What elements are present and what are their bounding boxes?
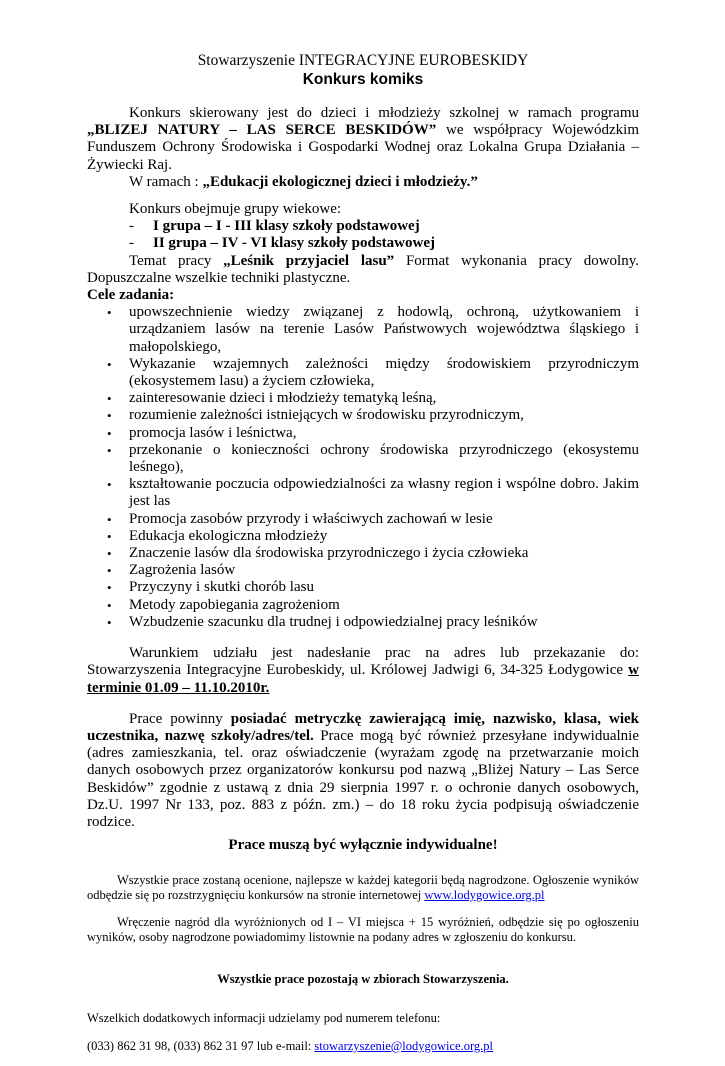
goal-text: zainteresowanie dzieci i młodzieży tematyką leśną, <box>129 390 437 407</box>
bullet-icon: • <box>107 614 112 630</box>
bullet-icon: • <box>107 425 112 441</box>
awards-paragraph <box>87 873 639 903</box>
theme-paragraph <box>87 253 639 287</box>
intro-paragraph <box>87 105 639 174</box>
individual-notice: Prace muszą być wyłącznie indywidualne! <box>228 837 498 854</box>
document-page <box>87 52 639 1066</box>
goal-text: kształtowanie poczucia odpowiedzialności za własny region i wspólne dobro. Jakim jest las <box>129 476 639 510</box>
organization-name: Stowarzyszenie INTEGRACYJNE EUROBESKIDY <box>197 52 529 69</box>
works-requirements: posiadać metryczkę zawierającą imię, nazwisko, klasa, wiek uczestnika, nazwę szkoły/adres/tel. <box>87 710 640 744</box>
goal-item <box>87 562 639 579</box>
conditions-text: Warunkiem udziału jest nadesłanie prac na adres lub przekazanie do: Stowarzyszenia Integracyjne Eurobeskidy, ul. Królowej Jadwigi 6, 34-325 Łodygowice <box>87 645 639 679</box>
framework-name: „Edukacji ekologicznej dzieci i młodzieży.” <box>202 173 478 190</box>
dash-marker: - <box>129 218 134 235</box>
goal-text: przekonanie o konieczności ochrony środowiska przyrodniczego (ekosystemu leśnego), <box>129 441 639 476</box>
bullet-icon: • <box>107 546 112 562</box>
group-item-1 <box>87 218 639 235</box>
dash-marker: - <box>129 235 134 252</box>
goal-text: Wzbudzenie szacunku dla trudnej i odpowiedzialnej pracy leśników <box>129 613 538 630</box>
goal-text: promocja lasów i leśnictwa, <box>129 424 297 441</box>
intro-text-cont: we współpracy Wojewódzkim Funduszem Ochrony Środowiska i Gospodarki Wodnej oraz Lokalna Grupa Działania – Żywiecki Raj. <box>87 122 639 173</box>
group-item-2 <box>87 235 639 252</box>
theme-label: Temat pracy <box>129 252 224 269</box>
bullet-icon: • <box>107 580 112 596</box>
theme-format: Format wykonania pracy dowolny. Dopuszczalne wszelkie techniki plastyczne. <box>87 252 639 286</box>
goal-text: rozumienie zależności istniejących w środowisku przyrodniczym, <box>129 407 524 424</box>
bullet-icon: • <box>107 442 112 458</box>
deadline: w terminie 01.09 – 11.10.2010r. <box>87 662 639 696</box>
goal-item <box>87 390 639 407</box>
goal-text: Edukacja ekologiczna młodzieży <box>129 527 328 544</box>
goal-text: upowszechnienie wiedzy związanej z hodowlą, ochroną, użytkowaniem i urządzaniem lasów na terenie Lasów Państwowych województwa śląskiego i małopolskiego, <box>129 304 639 355</box>
works-consent: Prace mogą być również przesyłane indywidualnie (adres zamieszkania, tel. oraz oświadczenie (wyrażam zgodę na przetwarzanie moich danych osobowych przez organizatorów konkursu pod nazwą „Bliżej Natury – Las Serce Beskidów” zgodnie z ustawą z dnia 29 sierpnia 1997 r. o ochronie danych osobowych, Dz.U. 1997 Nr 133, poz. 883 z późn. zm.) – do 18 roku życia podpisują oświadczenie rodzice. <box>87 727 639 830</box>
contact-line-2 <box>87 1039 639 1054</box>
goals-list <box>87 304 639 631</box>
goal-item <box>87 356 639 390</box>
goal-item <box>87 597 639 614</box>
goal-item <box>87 407 639 424</box>
goals-heading-text: Cele zadania: <box>87 287 175 304</box>
bullet-icon: • <box>107 528 112 544</box>
goal-item <box>87 511 639 528</box>
prizes-paragraph: Wręczenie nagród dla wyróżnionych od I – VI miejsca + 15 wyróżnień, odbędzie się po ogłoszeniu wyników, osoby nagrodzone powiadomimy listownie na podany adres w zgłoszeniu do konkursu. <box>87 915 639 945</box>
bullet-icon: • <box>107 511 112 527</box>
goal-text: Zagrożenia lasów <box>129 562 236 579</box>
bullet-icon: • <box>107 477 112 493</box>
bullet-icon: • <box>107 356 112 372</box>
awards-text: Wszystkie prace zostaną ocenione, najlepsze w każdej kategorii będą nagrodzone. Ogłoszenie wyników odbędzie się po rozstrzygnięciu konkursów na stronie internetowej <box>87 872 639 902</box>
goal-text: Metody zapobiegania zagrożeniom <box>129 596 340 613</box>
goal-text: Wykazanie wzajemnych zależności między środowiskiem przyrodniczym (ekosystemem lasu) a życiem człowieka, <box>129 355 639 390</box>
goals-heading <box>87 287 639 304</box>
goal-item <box>87 425 639 442</box>
goal-text: Promocja zasobów przyrody i właściwych zachowań w lesie <box>129 510 493 527</box>
goal-item <box>87 614 639 631</box>
goal-text: Znaczenie lasów dla środowiska przyrodniczego i życia człowieka <box>129 545 529 562</box>
theme-title: „Leśnik przyjaciel lasu” <box>223 252 395 269</box>
framework-paragraph <box>87 174 639 191</box>
goal-item <box>87 545 639 562</box>
contact-line-1: Wszelkich dodatkowych informacji udzielamy pod numerem telefonu: <box>87 1011 441 1026</box>
bullet-icon: • <box>107 391 112 407</box>
goal-item <box>87 476 639 510</box>
goal-item <box>87 442 639 476</box>
archive-notice: Wszystkie prace pozostają w zbiorach Stowarzyszenia. <box>217 971 509 986</box>
website-link[interactable]: www.lodygowice.org.pl <box>424 887 545 902</box>
group-label: I grupa – I - III klasy szkoły podstawowej <box>153 218 420 235</box>
groups-intro: Konkurs obejmuje grupy wiekowe: <box>129 201 342 218</box>
group-label: II grupa – IV - VI klasy szkoły podstawowej <box>153 235 435 252</box>
works-paragraph <box>87 711 639 831</box>
bullet-icon: • <box>107 597 112 613</box>
goal-text: Przyczyny i skutki chorób lasu <box>129 579 314 596</box>
goal-item <box>87 579 639 596</box>
framework-label: W ramach : <box>129 173 203 190</box>
conditions-paragraph <box>87 645 639 697</box>
goal-item <box>87 304 639 356</box>
program-name: „BLIZEJ NATURY – LAS SERCE BESKIDÓW” <box>87 122 437 139</box>
email-link[interactable]: stowarzyszenie@lodygowice.org.pl <box>314 1038 494 1053</box>
bullet-icon: • <box>107 305 112 321</box>
phone-numbers: (033) 862 31 98, (033) 862 31 97 lub e-mail: <box>87 1038 315 1053</box>
bullet-icon: • <box>107 563 112 579</box>
intro-text: Konkurs skierowany jest do dzieci i młodzieży szkolnej w ramach programu <box>129 105 639 121</box>
page-title: Konkurs komiks <box>302 71 424 88</box>
goal-item <box>87 528 639 545</box>
works-text: Prace powinny <box>129 710 231 727</box>
bullet-icon: • <box>107 408 112 424</box>
